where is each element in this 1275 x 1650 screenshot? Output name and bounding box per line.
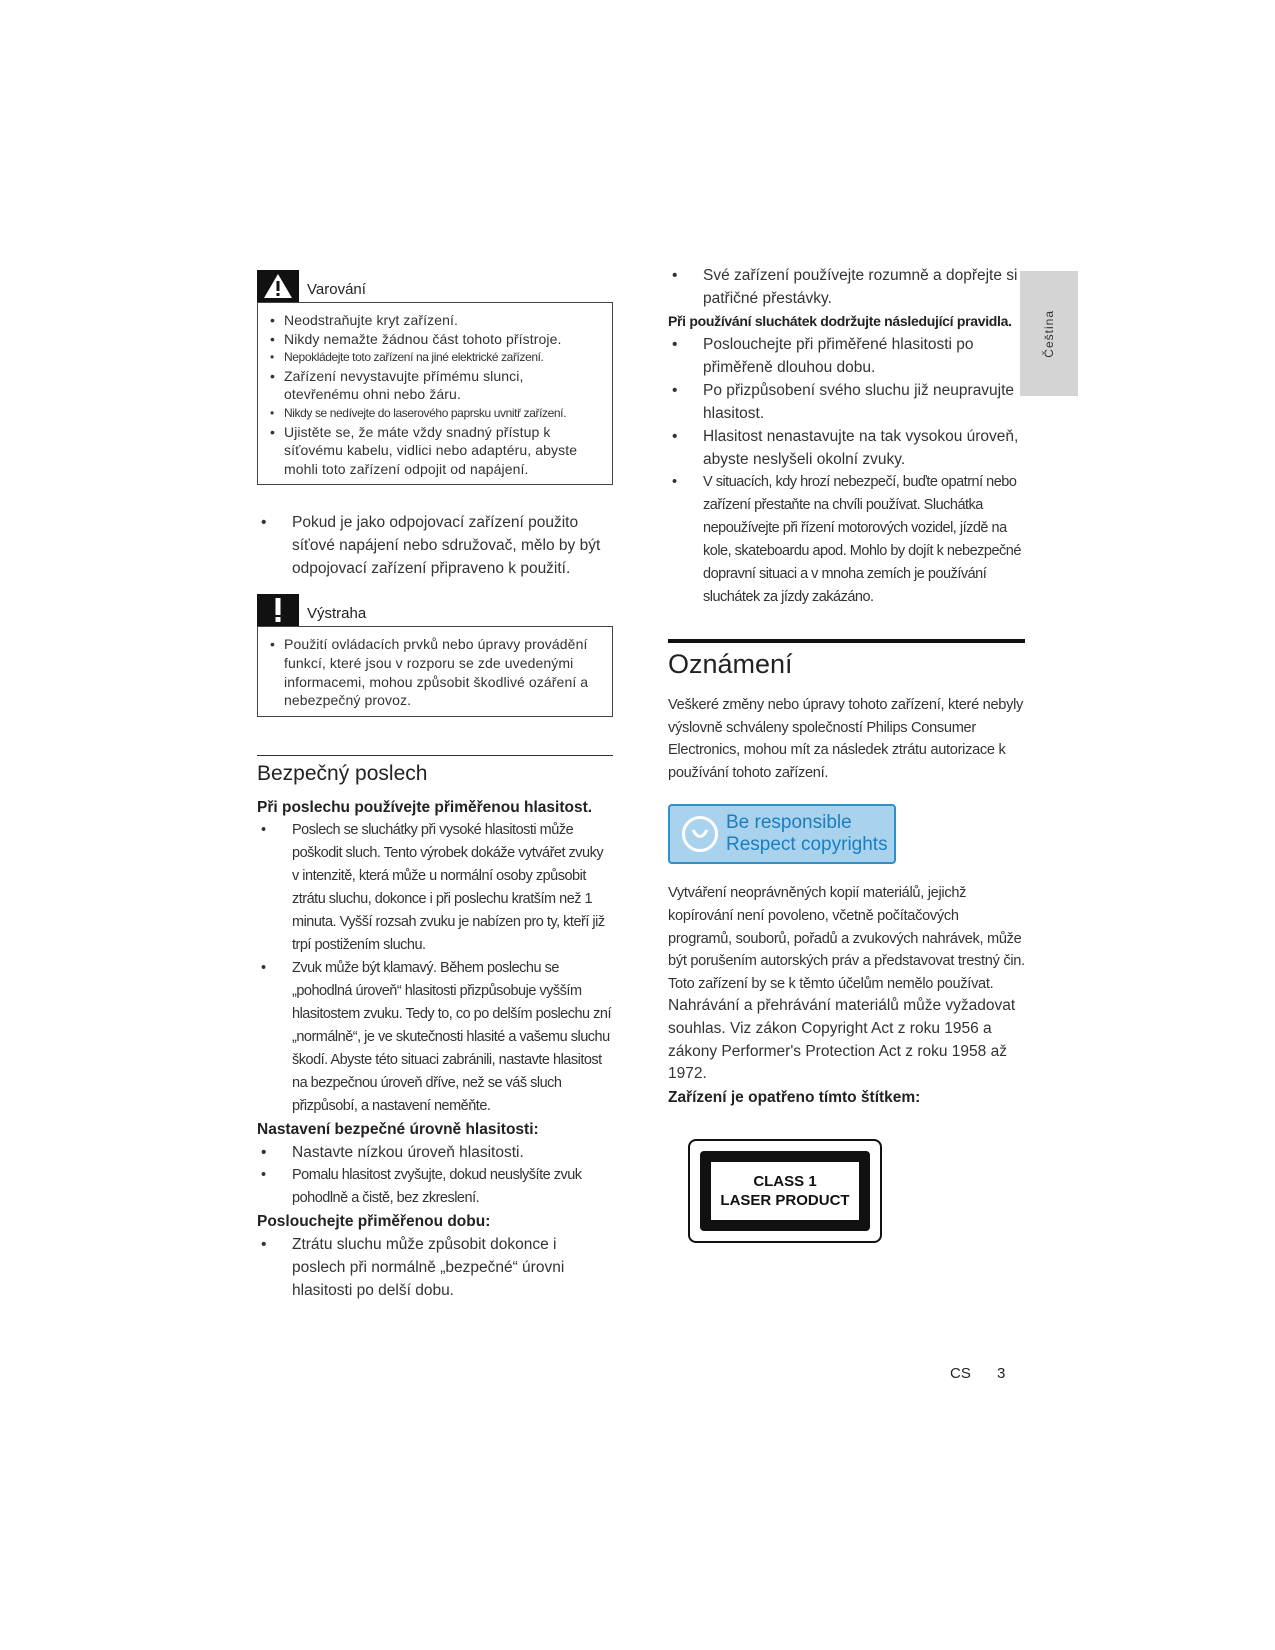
list-item: • Ujistěte se, že máte vždy snadný přístup k síťovému kabelu, vidlici nebo adaptéru, abyste mohli toto zařízení odpojit od napájení. [268,423,602,479]
list-item: • Neodstraňujte kryt zařízení. [268,311,602,330]
subheading: Při používání sluchátek dodržujte následující pravidla. [668,313,1012,329]
list-item: • Hlasitost nenastavujte na tak vysokou úroveň, abyste neslyšeli okolní zvuky. [668,425,1025,471]
page-number: 3 [997,1365,1006,1382]
label-caption: Zařízení je opatřeno tímto štítkem: [668,1088,921,1106]
list-item: • Ztrátu sluchu může způsobit dokonce i poslech při normálně „bezpečné“ úrovni hlasitosti po delší dobu. [257,1233,613,1302]
list-item: • Nikdy nemažte žádnou část tohoto přístroje. [268,330,602,349]
list-item: • Použití ovládacích prvků nebo úpravy provádění funkcí, které jsou v rozporu se zde uvedenými informacemi, mohou způsobit škodlivé ozáření a nebezpečný provoz. [268,635,602,709]
list-item: • Pomalu hlasitost zvyšujte, dokud neuslyšíte zvuk pohodlně a čistě, bez zkreslení. [257,1164,613,1210]
list-item: • Nikdy se nedívejte do laserového paprsku uvnitř zařízení. [268,404,602,423]
list-item: • Zvuk může být klamavý. Během poslechu se „pohodlná úroveň“ hlasitosti přizpůsobuje vyšším hlasitostem zvuku. Tedy to, co po delším poslechu zní „normálně“, je ve skutečnosti hlasité a vašemu sluchu škodí. Abyste této situaci zabránili, nastavte hlasitost na bezpečnou úroveň dříve, než se váš sluch přizpůsobí, a nastavení neměňte. [257,957,613,1118]
language-tab [1020,271,1078,396]
safe-listening-list-3 [257,1233,613,1302]
exclamation-icon [257,594,299,626]
smile-icon [682,816,718,852]
warning-title: Varování [307,281,366,298]
caution-box [257,626,613,716]
list-item: • V situacích, kdy hrozí nebezpečí, buďte opatrní nebo zařízení přestaňte na chvíli používat. Sluchátka nepoužívejte při řízení motorových vozidel, jízdě na kole, skateboardu apod. Mohlo by dojít k nebezpečné dopravní situaci a v mnoha zemích je používání sluchátek za jízdy zakázáno. [668,471,1025,609]
safe-listening-heading: Bezpečný poslech [257,761,428,785]
warning-notice [257,270,613,485]
list-item: • Poslech se sluchátky při vysoké hlasitosti může poškodit sluch. Tento výrobek dokáže vytvářet zvuky v intenzitě, která může u normální osoby způsobit ztrátu sluchu, dokonce i při poslechu kratším než 1 minuta. Vyšší rozsah zvuku je nabízen pro ty, kteří již trpí postižením sluchu. [257,819,613,957]
warning-triangle-icon [257,270,299,302]
list-item: • Po přizpůsobení svého sluchu již neupravujte hlasitost. [668,379,1025,425]
subheading: Nastavení bezpečné úrovně hlasitosti: [257,1120,539,1138]
safe-listening-list-1 [257,819,613,1118]
subheading: Při poslechu používejte přiměřenou hlasitost. [257,798,593,816]
list-item: • Nepokládejte toto zařízení na jiné elektrické zařízení. [268,348,602,367]
list-item: • Zařízení nevystavujte přímému slunci, otevřenému ohni nebo žáru. [268,367,602,404]
badge-line-2: Respect copyrights [726,834,888,856]
list-item: • Poslouchejte při přiměřené hlasitosti po přiměřeně dlouhou dobu. [668,333,1025,379]
copyright-paragraph: Vytváření neoprávněných kopií materiálů, jejichž kopírování není povoleno, včetně počítačových programů, souborů, pořadů a zvukových nahrávek, může být porušením autorských práv a představovat trestný čin. Toto zařízení by se k těmto účelům nemělo používat. [668,885,1025,992]
subheading: Poslouchejte přiměřenou dobu: [257,1212,491,1230]
list-item: • Pokud je jako odpojovací zařízení použito síťové napájení nebo sdružovač, mělo by být odpojovací zařízení připraveno k použití. [257,511,613,580]
list-item: • Své zařízení používejte rozumně a dopřejte si patřičné přestávky. [668,264,1025,310]
copyright-badge [668,804,896,864]
disconnect-list [257,511,613,580]
right-column [668,264,1025,1243]
safe-listening-list-continued [668,264,1025,310]
safe-listening-list-2 [257,1141,613,1210]
section-divider [257,755,613,756]
list-item: • Nastavte nízkou úroveň hlasitosti. [257,1141,613,1164]
headphone-rules-list [668,333,1025,609]
notice-paragraph: Veškeré změny nebo úpravy tohoto zařízení, které nebyly výslovně schváleny společností Philips Consumer Electronics, mohou mít za následek ztrátu autorizace k používání tohoto zařízení. [668,697,1024,781]
notice-heading: Oznámení [668,649,793,679]
caution-notice [257,594,613,716]
left-column [257,270,613,1302]
laser-label [688,1139,882,1243]
section-divider [668,639,1025,643]
laser-line-1: CLASS 1 [753,1172,817,1190]
recording-paragraph: Nahrávání a přehrávání materiálů může vyžadovat souhlas. Viz zákon Copyright Act z roku 1956 a zákony Performer's Protection Act z roku 1958 až 1972. [668,997,1016,1083]
badge-line-1: Be responsible [726,812,852,834]
language-tab-label: Čeština [1042,309,1056,358]
caution-title: Výstraha [307,605,367,623]
language-code: CS [950,1365,971,1382]
laser-line-2: LASER PRODUCT [720,1191,850,1209]
warning-box [257,302,613,485]
page-footer [950,1365,1005,1382]
